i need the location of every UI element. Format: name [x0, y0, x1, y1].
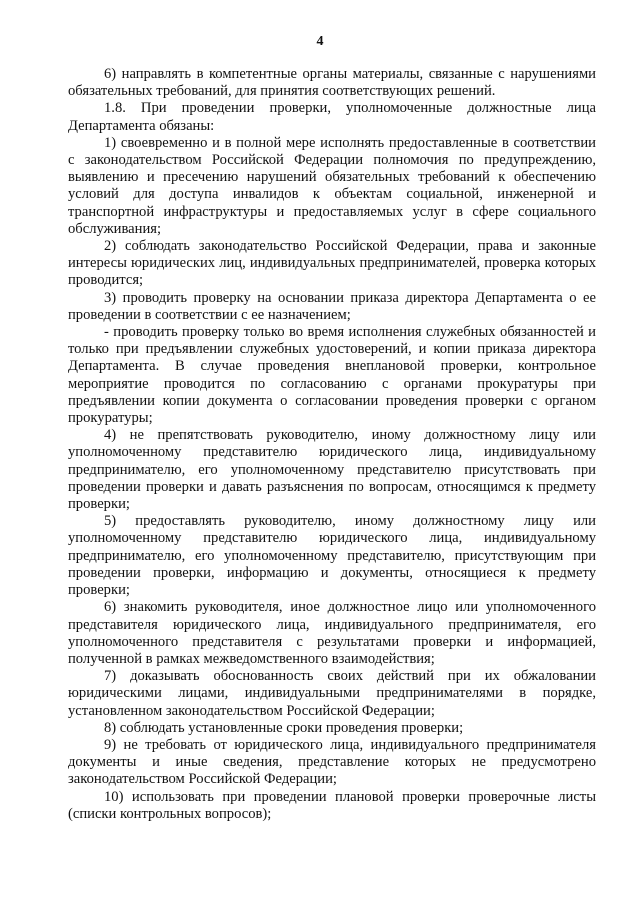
paragraph-duty-8: 8) соблюдать установленные сроки проведения проверки; — [104, 719, 464, 736]
paragraph-item-6-send-materials: 6) направлять в компетентные органы материалы, связанные с нарушениями обязательных требований, для принятия соответствующих решений. — [68, 66, 596, 100]
paragraph-duty-1: 1) своевременно и в полной мере исполнять предоставленные в соответствии с законодательством Российской Федерации полномочия по предупреждению, выявлению и пресечению нарушений обязательных требований к обеспечению условий для доступа инвалидов к объектам социальной, инженерной и транспортной инфраструктуры и предоставляемых услуг в сфере социального обслуживания; — [68, 134, 596, 237]
paragraph-duty-2: 2) соблюдать законодательство Российской Федерации, права и законные интересы юридических лиц, индивидуальных предпринимателей, проверка которых проводится; — [68, 238, 596, 289]
paragraph-duty-5: 5) предоставлять руководителю, иному должностному лицу или уполномоченному представителю юридического лица, индивидуальному предпринимателю, его уполномоченному представителю, присутствующим при проведении проверки, информацию и документы, относящиеся к предмету проверки; — [68, 513, 596, 599]
page-number: 4 — [316, 34, 324, 49]
paragraph-duty-9: 9) не требовать от юридического лица, индивидуального предпринимателя документы и иные сведения, представление которых не предусмотрено законодательством Российской Федерации; — [68, 736, 596, 788]
paragraph-duty-4: 4) не препятствовать руководителю, иному должностному лицу или уполномоченному представителю юридического лица, индивидуальному предпринимателю, его уполномоченному представителю присутствовать при проведении проверки и давать разъяснения по вопросам, относящимся к предмету проверки; — [68, 427, 596, 513]
paragraph-duty-7: 7) доказывать обоснованность своих действий при их обжаловании юридическими лицами, индивидуальными предпринимателями в порядке, установленном законодательством Российской Федерации; — [68, 668, 596, 719]
paragraph-duty-10: 10) использовать при проведении плановой проверки проверочные листы (списки контрольных вопросов); — [68, 788, 596, 822]
document-body — [68, 66, 596, 823]
paragraph-section-1-8: 1.8. При проведении проверки, уполномоченные должностные лица Департамента обязаны: — [68, 100, 596, 134]
paragraph-duty-3: 3) проводить проверку на основании приказа директора Департамента о ее проведении в соответствии с ее назначением; — [68, 289, 596, 323]
paragraph-duty-3-dash: - проводить проверку только во время исполнения служебных обязанностей и только при предъявлении служебных удостоверений, и копии приказа директора Департамента. В случае проведения внеплановой проверки, контрольное мероприятие проводится по согласованию с органами прокуратуры при предъявлении копии документа о согласовании проведения проверки с органом прокуратуры; — [68, 324, 596, 427]
paragraph-duty-6: 6) знакомить руководителя, иное должностное лицо или уполномоченного представителя юридического лица, индивидуального предпринимателя, его уполномоченного представителя с результатами проверки и информацией, полученной в рамках межведомственного взаимодействия; — [68, 599, 596, 667]
